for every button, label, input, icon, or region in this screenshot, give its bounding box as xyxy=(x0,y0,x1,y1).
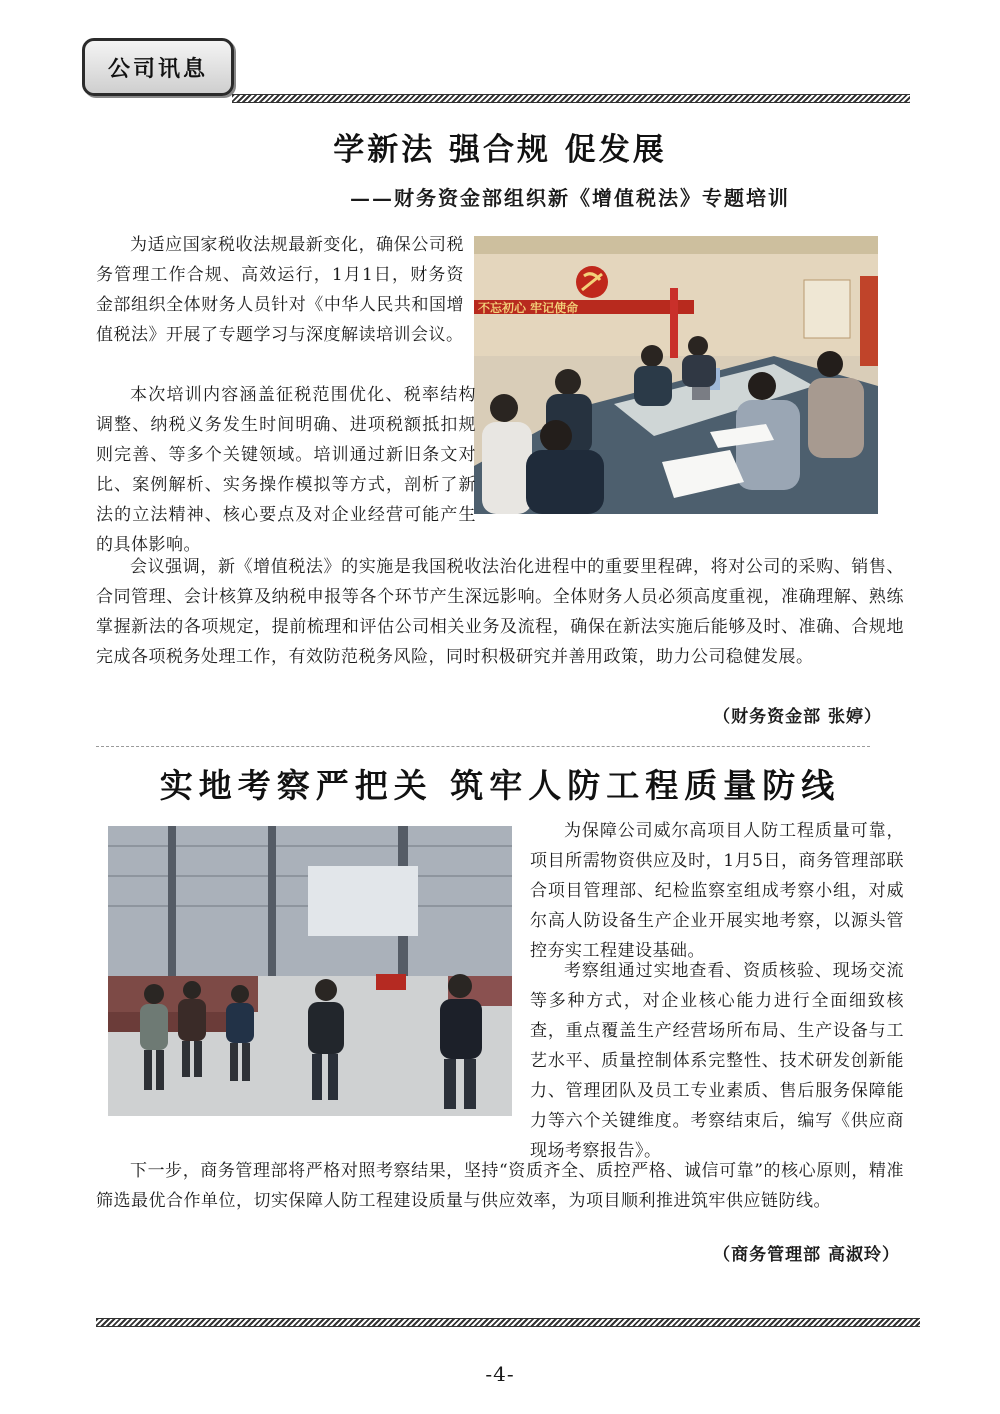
meeting-photo xyxy=(474,236,878,514)
article-divider xyxy=(96,746,870,747)
article2-paragraph-3: 下一步，商务管理部将严格对照考察结果，坚持“资质齐全、质控严格、诚信可靠”的核心原则，精准筛选最优合作单位，切实保障人防工程建设质量与供应效率，为项目顺利推进筑牢供应链防线。 xyxy=(96,1161,904,1211)
article1-byline: （财务资金部 张婷） xyxy=(713,707,882,727)
article1-title: 学新法 强合规 促发展 xyxy=(333,132,667,168)
article2-paragraph-2: 考察组通过实地查看、资质核验、现场交流等多种方式，对企业核心能力进行全面细致核查，重点覆盖生产经营场所布局、生产设备与工艺水平、质量控制体系完整性、技术研发创新能力、管理团队及员工专业素质、售后服务保障能力等六个关键维度。考察结束后，编写《供应商现场考察报告》。 xyxy=(530,961,904,1161)
header-rule xyxy=(232,94,910,103)
article1-paragraph-3: 会议强调，新《增值税法》的实施是我国税收法治化进程中的重要里程碑，将对公司的采购、销售、合同管理、会计核算及纳税申报等各个环节产生深远影响。全体财务人员必须高度重视，准确理解、熟练掌握新法的各项规定，提前梳理和评估公司相关业务及流程，确保在新法实施后能够及时、准确、合规地完成各项税务处理工作，有效防范税务风险，同时积极研究并善用政策，助力公司稳健发展。 xyxy=(96,557,904,667)
wall-slogan: 不忘初心 牢记使命 xyxy=(478,301,579,315)
article1-subtitle: ——财务资金部组织新《增值税法》专题培训 xyxy=(350,186,790,210)
footer-rule xyxy=(96,1318,920,1327)
page-number: -4- xyxy=(485,1362,515,1386)
section-tab xyxy=(82,38,234,96)
section-label: 公司讯息 xyxy=(107,56,208,82)
article1-paragraph-1: 为适应国家税收法规最新变化，确保公司税务管理工作合规、高效运行，1月1日，财务资金部组织全体财务人员针对《中华人民共和国增值税法》开展了专题学习与深度解读培训会议。 xyxy=(96,235,464,345)
article2-byline: （商务管理部 高淑玲） xyxy=(713,1245,900,1265)
article1-paragraph-2: 本次培训内容涵盖征税范围优化、税率结构调整、纳税义务发生时间明确、进项税额抵扣规则完善、等多个关键领域。培训通过新旧条文对比、案例解析、实务操作模拟等方式，剖析了新法的立法精神、核心要点及对企业经营可能产生的具体影响。 xyxy=(96,385,476,555)
article2-paragraph-1: 为保障公司威尔高项目人防工程质量可靠，项目所需物资供应及时，1月5日，商务管理部联合项目管理部、纪检监察室组成考察小组，对威尔高人防设备生产企业开展实地考察，以源头管控夯实工程建设基础。 xyxy=(530,821,904,961)
article2-title: 实地考察严把关 筑牢人防工程质量防线 xyxy=(159,766,841,805)
